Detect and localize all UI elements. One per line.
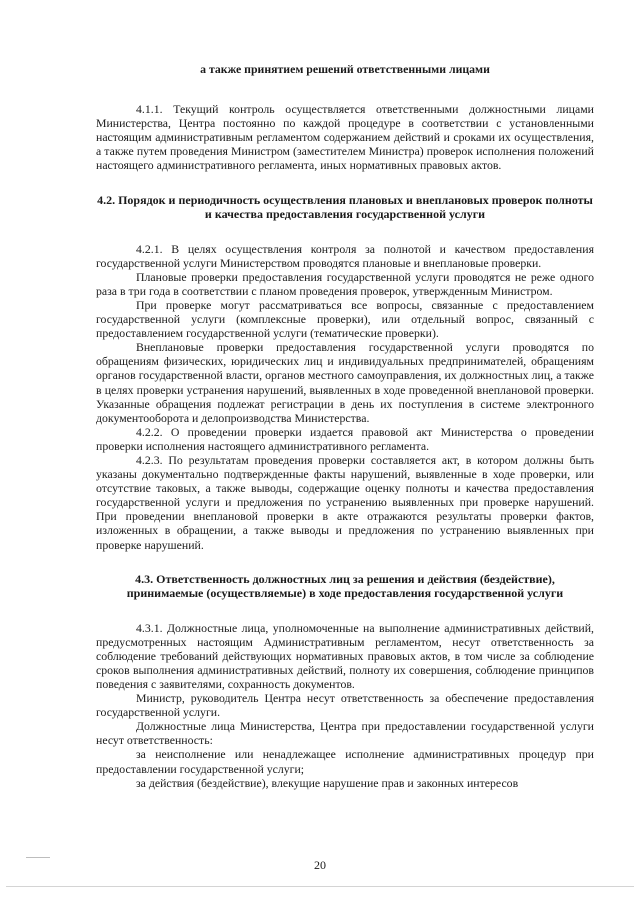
scan-artifact-line xyxy=(26,857,50,858)
paragraph-nonperformance: за неисполнение или ненадлежащее исполнение административных процедур при предоставлении государственной услуги; xyxy=(96,747,594,776)
paragraph-minister-responsibility: Министр, руководитель Центра несут ответственность за обеспечение предоставления государственной услуги. xyxy=(96,691,594,720)
page-number: 20 xyxy=(314,858,326,872)
paragraph-4-2-2: 4.2.2. О проведении проверки издается правовой акт Министерства о проведении проверки исполнения настоящего административного регламента. xyxy=(96,424,594,453)
scan-artifact-line xyxy=(6,886,634,887)
paragraph-check-questions: При проверке могут рассматриваться все вопросы, связанные с предоставлением государственной услуги (комплексные проверки), или отдельный вопрос, связанный с предоставлением государственной услуги (тематические проверки). xyxy=(96,297,594,341)
section-4-3-heading: 4.3. Ответственность должностных лиц за решения и действия (бездействие), принимаемые (осуществляемые) в ходе предоставления государственной услуги xyxy=(126,571,564,601)
paragraph-planned-checks: Плановые проверки предоставления государственной услуги проводятся не реже одного раза в три года в соответствии с планом проведения проверок, утвержденным Министром. xyxy=(96,269,594,298)
paragraph-4-3-1: 4.3.1. Должностные лица, уполномоченные на выполнение административных действий, предусмотренных настоящим Административным регламентом, несут ответственность за соблюдение требований действующих нормативных правовых актов, в том числе за соблюдение сроков выполнения административных действий, полноту их совершения, соблюдение принципов поведения с заявителями, сохранность документов. xyxy=(96,620,594,691)
document-page xyxy=(96,62,594,790)
paragraph-actions-inaction: за действия (бездействие), влекущие нарушение прав и законных интересов xyxy=(136,775,519,790)
paragraph-officials-responsibility: Должностные лица Министерства, Центра при предоставлении государственной услуги несут ответственность: xyxy=(96,719,594,748)
paragraph-4-2-1: 4.2.1. В целях осуществления контроля за полнотой и качеством предоставления государственной услуги Министерством проводятся плановые и внеплановые проверки. xyxy=(96,241,594,270)
continued-heading: а также принятием решений ответственными лицами xyxy=(200,62,490,76)
paragraph-unplanned-checks: Внеплановые проверки предоставления государственной услуги проводятся по обращениям физических, юридических лиц и индивидуальных предпринимателей, обращениям органов государственной власти, органов местного самоуправления, их должностных лиц, а также в целях проверки устранения нарушений, выявленных в ходе проведенной внеплановой проверки. Указанные обращения подлежат регистрации в день их поступления в системе электронного документооборота и делопроизводства Министерства. xyxy=(96,340,594,425)
paragraph-4-1-1: 4.1.1. Текущий контроль осуществляется ответственными должностными лицами Министерства, Центра постоянно по каждой процедуре в соответствии с установленными настоящим административным регламентом содержанием действий и сроками их осуществления, а также путем проведения Министром (заместителем Министра) проверок исполнения положений настоящего административного регламента, иных нормативных правовых актов. xyxy=(96,102,594,173)
section-4-2-heading: 4.2. Порядок и периодичность осуществления плановых и внеплановых проверок полноты и качества предоставления государственной услуги xyxy=(97,192,593,222)
paragraph-4-2-3: 4.2.3. По результатам проведения проверки составляется акт, в котором должны быть указаны документально подтвержденные факты нарушений, выявленные в ходе проверки, или отсутствие таковых, а также выводы, содержащие оценку полноты и качества предоставления государственной услуги и предложения по устранению выявленных при проверке нарушений. При проведении внеплановой проверки в акте отражаются результаты проверки фактов, изложенных в обращении, а также выводы и предложения по устранению выявленных при проверке нарушений. xyxy=(96,452,594,552)
